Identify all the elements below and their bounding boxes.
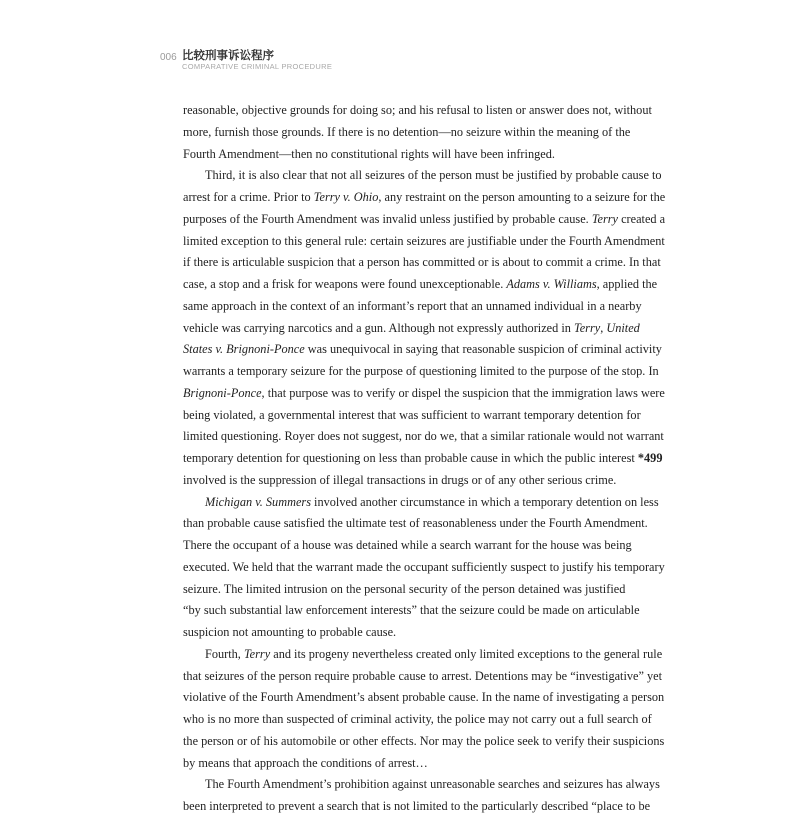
- text-run: involved another circumstance in which a temporary detention on less: [310, 494, 659, 509]
- page-marker: *499: [637, 451, 663, 465]
- text-line: [183, 731, 665, 753]
- text-line: [183, 753, 617, 775]
- text-run: case, a stop and a frisk for weapons were found unexceptionable.: [183, 277, 507, 291]
- text-line: [183, 470, 617, 492]
- text-run: more, furnish those grounds. If there is no detention—no seizure within the meaning of the: [183, 124, 631, 139]
- text-run: executed. We held that the warrant made the occupant sufficiently suspect to justify his temporary: [183, 559, 665, 574]
- case-citation: Michigan v. Summers: [205, 494, 311, 509]
- text-line: [183, 231, 665, 253]
- text-line: [183, 774, 660, 796]
- text-line: [183, 165, 662, 187]
- text-run: , any restraint on the person amounting to a seizure for the: [378, 190, 666, 204]
- text-run: was unequivocal in saying that reasonable suspicion of criminal activity: [304, 342, 662, 357]
- case-citation: United: [606, 320, 640, 335]
- text-line: [183, 122, 631, 144]
- text-run: warrants a temporary seizure for the purpose of questioning limited to the purpose of the stop. In: [183, 364, 659, 378]
- text-line: [183, 383, 665, 405]
- text-line: [183, 296, 642, 318]
- text-line: [183, 187, 666, 209]
- text-run: Fourth,: [205, 646, 244, 661]
- text-run: Fourth Amendment—then no constitutional rights will have been infringed.: [183, 146, 555, 161]
- text-line: [183, 579, 626, 601]
- text-line: [183, 361, 659, 383]
- text-line: [183, 687, 665, 709]
- text-line: [183, 209, 666, 231]
- text-line: [183, 144, 617, 166]
- body-text: [183, 100, 666, 818]
- text-run: purposes of the Fourth Amendment was invalid unless justified by probable cause.: [183, 211, 592, 226]
- text-run: arrest for a crime. Prior to: [183, 190, 314, 204]
- text-line: [183, 318, 640, 340]
- text-run: , applied the: [596, 277, 658, 291]
- case-citation: Terry: [243, 646, 271, 661]
- text-run: if there is articulable suspicion that a person has committed or is about to commit a crime. In that: [183, 255, 661, 270]
- case-citation: Adams v. Williams: [506, 277, 597, 291]
- text-run: and its progeny nevertheless created only limited exceptions to the general rule: [270, 646, 663, 661]
- text-run: the person or of his automobile or other effects. Nor may the police seek to verify their suspicions: [183, 733, 665, 748]
- text-run: The Fourth Amendment’s prohibition against unreasonable searches and seizures has always: [205, 777, 660, 792]
- page-number: 006: [160, 52, 177, 63]
- text-line: [183, 100, 652, 122]
- text-run: involved is the suppression of illegal transactions in drugs or of any other serious crime.: [183, 472, 617, 487]
- text-line: [183, 405, 641, 427]
- text-run: created a: [618, 211, 666, 226]
- text-line: [183, 535, 632, 557]
- text-run: by means that approach the conditions of arrest…: [183, 755, 428, 770]
- case-citation: Terry: [591, 211, 619, 226]
- text-line: [183, 339, 662, 361]
- text-run: suspicion not amounting to probable cause.: [183, 625, 397, 639]
- text-run: temporary detention for questioning on less than probable cause in which the public interest: [183, 451, 638, 465]
- text-run: same approach in the context of an informant’s report that an unnamed individual in a nearby: [183, 298, 642, 313]
- text-run: “by such substantial law enforcement interests” that the seizure could be made on articulable: [183, 603, 640, 618]
- text-run: that seizures of the person require probable cause to arrest. Detentions may be “investigative” yet: [183, 668, 663, 683]
- text-line: [183, 666, 663, 688]
- text-line: [183, 513, 648, 535]
- text-run: violative of the Fourth Amendment’s absent probable cause. In the name of investigating a person: [183, 690, 665, 705]
- text-run: seizure. The limited intrusion on the personal security of the person detained was justified: [183, 581, 626, 596]
- text-line: [183, 709, 652, 731]
- text-run: ,: [600, 320, 607, 335]
- text-line: [183, 492, 659, 514]
- text-line: [183, 796, 651, 818]
- text-run: limited questioning. Royer does not suggest, nor do we, that a similar rationale would not warrant: [183, 429, 664, 444]
- text-run: than probable cause satisfied the ultimate test of reasonableness under the Fourth Amendment.: [183, 516, 648, 531]
- text-line: [183, 600, 640, 622]
- text-run: been interpreted to prevent a search that is not limited to the particularly described “place to be: [183, 799, 651, 813]
- running-head: [182, 48, 332, 72]
- case-citation: Terry v. Ohio: [313, 190, 379, 204]
- text-run: vehicle was carrying narcotics and a gun. Although not expressly authorized in: [183, 320, 574, 335]
- text-run: being violated, a governmental interest that was sufficient to warrant temporary detention for: [183, 407, 641, 422]
- case-citation: Brignoni-Ponce: [183, 385, 262, 400]
- text-run: who is no more than suspected of criminal activity, the police may not carry out a full search of: [183, 712, 652, 726]
- text-line: [183, 252, 661, 274]
- book-title-english: COMPARATIVE CRIMINAL PROCEDURE: [182, 62, 333, 71]
- text-line: [183, 274, 658, 296]
- text-line: [183, 426, 664, 448]
- text-line: [183, 622, 617, 644]
- text-run: , that purpose was to verify or dispel the suspicion that the immigration laws were: [261, 385, 665, 400]
- case-citation: Terry: [574, 320, 601, 335]
- text-line: [183, 644, 663, 666]
- text-run: There the occupant of a house was detained while a search warrant for the house was being: [183, 538, 632, 552]
- book-title-chinese: 比较刑事诉讼程序: [182, 48, 274, 62]
- text-line: [183, 557, 665, 579]
- text-line: [183, 448, 663, 470]
- text-run: Third, it is also clear that not all seizures of the person must be justified by probable cause to: [205, 168, 662, 183]
- text-run: limited exception to this general rule: certain seizures are justifiable under the Fourth Amendment: [183, 233, 665, 248]
- case-citation: States v. Brignoni-Ponce: [183, 342, 305, 357]
- text-run: reasonable, objective grounds for doing so; and his refusal to listen or answer does not, without: [183, 103, 652, 117]
